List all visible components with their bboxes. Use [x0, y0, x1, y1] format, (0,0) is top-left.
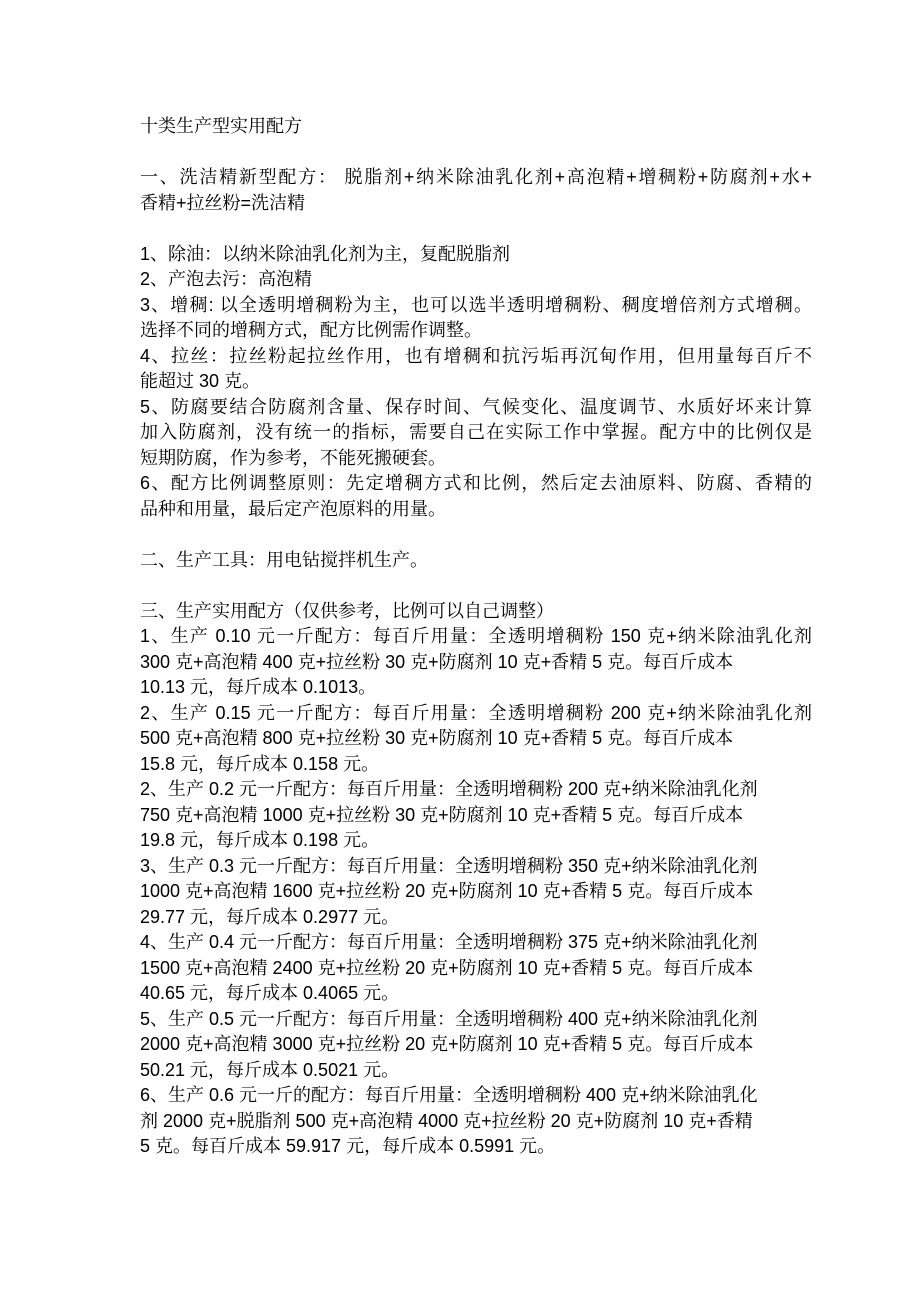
text-line: 15.8 元，每斤成本 0.158 元。 [140, 753, 380, 774]
text-line: 2、生产 0.15 元一斤配方：每百斤用量：全透明增稠粉 200 克+纳米除油乳化剂 [140, 702, 812, 723]
blank-line [140, 216, 812, 242]
text-line: 5、生产 0.5 元一斤配方：每百斤用量：全透明增稠粉 400 克+纳米除油乳化剂 [140, 1008, 758, 1029]
text-line: 2000 克+高泡精 3000 克+拉丝粉 20 克+防腐剂 10 克+香精 5 克。每百斤成本 [140, 1034, 754, 1054]
text-line: 300 克+高泡精 400 克+拉丝粉 30 克+防腐剂 10 克+香精 5 克。每百斤成本 [140, 651, 734, 672]
text-line: 4、生产 0.4 元一斤配方：每百斤用量：全透明增稠粉 375 克+纳米除油乳化剂 [140, 932, 758, 952]
text-line: 750 克+高泡精 1000 克+拉丝粉 30 克+防腐剂 10 克+香精 5 克。每百斤成本 [140, 804, 744, 825]
text-line: 二、生产工具：用电钻搅拌机生产。 [140, 549, 428, 570]
text-line: 6、配方比例调整原则：先定增稠方式和比例，然后定去油原料、防腐、香精的 [140, 473, 812, 493]
blank-line [140, 573, 812, 599]
text-line: 短期防腐，作为参考，不能死搬硬套。 [140, 447, 446, 468]
blank-line [140, 522, 812, 548]
text-line: 一、洗洁精新型配方： 脱脂剂+纳米除油乳化剂+高泡精+增稠粉+防腐剂+水+ [140, 167, 812, 187]
text-line: 1500 克+高泡精 2400 克+拉丝粉 20 克+防腐剂 10 克+香精 5 克。每百斤成本 [140, 957, 754, 978]
text-line: 选择不同的增稠方式，配方比例需作调整。 [140, 320, 482, 340]
text-line: 29.77 元，每斤成本 0.2977 元。 [140, 906, 400, 927]
document-body [140, 114, 812, 1160]
text-line: 剂 2000 克+脱脂剂 500 克+高泡精 4000 克+拉丝粉 20 克+防腐剂 10 克+香精 [140, 1110, 753, 1131]
text-line: 1、除油：以纳米除油乳化剂为主，复配脱脂剂 [140, 243, 511, 264]
text-line: 香精+拉丝粉=洗洁精 [140, 192, 306, 213]
text-line: 40.65 元，每斤成本 0.4065 元。 [140, 983, 400, 1003]
text-line: 5、防腐要结合防腐剂含量、保存时间、气候变化、温度调节、水质好坏来计算 [140, 396, 812, 417]
text-line: 2、生产 0.2 元一斤配方：每百斤用量：全透明增稠粉 200 克+纳米除油乳化剂 [140, 779, 758, 799]
text-line: 品种和用量，最后定产泡原料的用量。 [140, 498, 446, 519]
text-line: 3、生产 0.3 元一斤配方：每百斤用量：全透明增稠粉 350 克+纳米除油乳化剂 [140, 855, 758, 876]
text-line: 2、产泡去污：高泡精 [140, 269, 313, 289]
blank-line [140, 140, 812, 166]
text-line: 加入防腐剂，没有统一的指标，需要自己在实际工作中掌握。配方中的比例仅是 [140, 422, 812, 442]
text-line: 10.13 元，每斤成本 0.1013。 [140, 677, 377, 697]
text-line: 19.8 元，每斤成本 0.198 元。 [140, 830, 380, 850]
text-line: 500 克+高泡精 800 克+拉丝粉 30 克+防腐剂 10 克+香精 5 克。每百斤成本 [140, 728, 734, 748]
text-line: 4、拉丝：拉丝粉起拉丝作用，也有增稠和抗污垢再沉甸作用，但用量每百斤不 [140, 345, 812, 366]
text-line: 三、生产实用配方（仅供参考，比例可以自己调整） [140, 600, 554, 621]
text-line: 6、生产 0.6 元一斤的配方：每百斤用量：全透明增稠粉 400 克+纳米除油乳化 [140, 1085, 758, 1105]
text-line: 1、生产 0.10 元一斤配方：每百斤用量：全透明增稠粉 150 克+纳米除油乳化剂 [140, 626, 812, 646]
document-title: 十类生产型实用配方 [140, 116, 302, 136]
text-line: 能超过 30 克。 [140, 371, 261, 391]
text-line: 3、增稠: 以全透明增稠粉为主，也可以选半透明增稠粉、稠度增倍剂方式增稠。 [140, 294, 812, 315]
text-line: 50.21 元，每斤成本 0.5021 元。 [140, 1059, 400, 1080]
text-line: 5 克。每百斤成本 59.917 元，每斤成本 0.5991 元。 [140, 1136, 556, 1156]
text-line: 1000 克+高泡精 1600 克+拉丝粉 20 克+防腐剂 10 克+香精 5 克。每百斤成本 [140, 881, 754, 901]
